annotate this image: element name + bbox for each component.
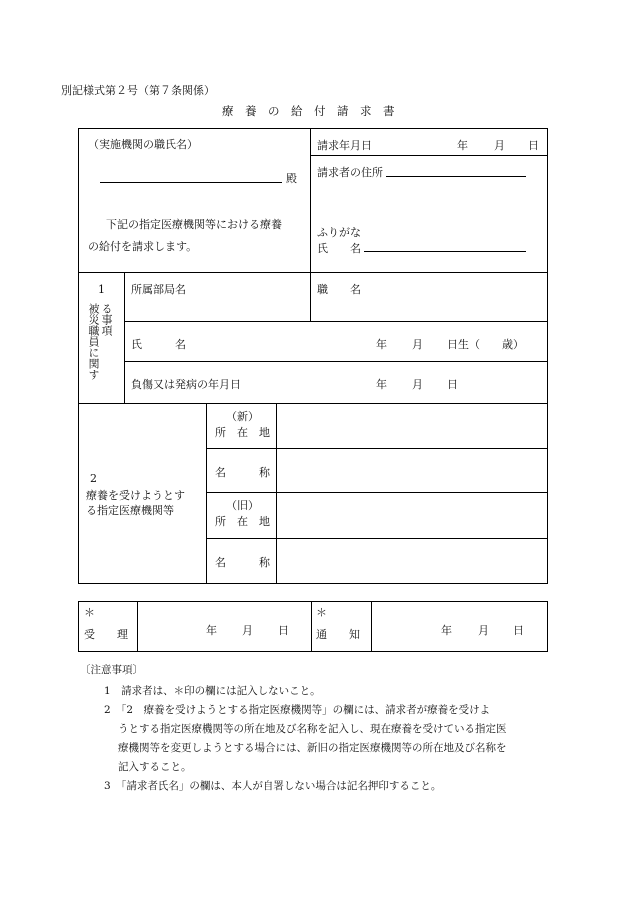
post-label: 職 名 <box>317 283 361 296</box>
section2-title-line2: る指定医療機関等 <box>86 504 174 517</box>
request-date-label: 請求年月日 <box>317 139 372 152</box>
injury-day[interactable]: 日 <box>447 378 458 391</box>
notify-year: 年 <box>441 624 452 637</box>
note-1: 1 請求者は、＊印の欄には記入しないこと。 <box>104 685 321 697</box>
section2-title-line1: 療養を受けようとす <box>86 489 185 502</box>
note-2-line1: 2 「2 療養を受けようとする指定医療機関等」の欄には、請求者が療養を受けよ <box>104 704 491 716</box>
receive-day: 日 <box>278 624 289 637</box>
employee-name-label: 氏 名 <box>131 338 186 351</box>
notify-day: 日 <box>513 624 524 637</box>
injury-label: 負傷又は発病の年月日 <box>131 378 241 391</box>
address-line[interactable] <box>386 176 526 177</box>
name-line[interactable] <box>364 251 526 252</box>
dept-label: 所属部局名 <box>131 283 186 296</box>
section2-number: 2 <box>90 472 97 485</box>
notify-label: 通 知 <box>316 628 360 641</box>
new-location-label: 所 在 地 <box>215 426 270 439</box>
section1-title-col1: 被災職員に関す <box>87 303 100 380</box>
receive-year: 年 <box>206 624 217 637</box>
institution-label: （実施機関の職氏名） <box>88 138 198 151</box>
injury-month[interactable]: 月 <box>412 378 423 391</box>
name-label: 氏 名 <box>317 242 361 255</box>
request-text-line2: の給付を請求します。 <box>88 240 198 253</box>
request-year[interactable]: 年 <box>457 139 468 152</box>
note-2-line4: 記入すること。 <box>118 761 192 773</box>
injury-year[interactable]: 年 <box>376 378 387 391</box>
old-location-label: 所 在 地 <box>215 515 270 528</box>
notify-month: 月 <box>478 624 489 637</box>
new-tag: （新） <box>226 410 259 423</box>
section1-title-col2: る事項 <box>100 303 113 336</box>
request-text-line1: 下記の指定医療機関等における療養 <box>106 218 282 231</box>
birth-year[interactable]: 年 <box>376 338 387 351</box>
old-name-label: 名 称 <box>215 556 270 569</box>
form-title: 療 養 の 給 付 請 求 書 <box>222 104 395 118</box>
receive-star: ＊ <box>84 606 95 619</box>
birth-suffix[interactable]: 日生（ 歳） <box>447 338 524 351</box>
note-2-line3: 療機関等を変更しようとする場合には、新旧の指定医療機関等の所在地及び名称を <box>118 742 507 754</box>
form-header: 別記様式第２号（第７条関係） <box>61 84 215 97</box>
note-3: 3 「請求者氏名」の欄は、本人が自署しない場合は記名押印すること。 <box>104 780 442 792</box>
address-label: 請求者の住所 <box>317 166 383 179</box>
section1-number: 1 <box>98 283 105 296</box>
furigana-label: ふりがな <box>317 226 361 239</box>
note-2-line2: うとする指定医療機関等の所在地及び名称を記入し、現在療養を受けている指定医 <box>118 723 507 735</box>
institution-name-line[interactable] <box>100 182 282 183</box>
request-day[interactable]: 日 <box>528 139 539 152</box>
receive-label: 受 理 <box>84 628 128 641</box>
new-name-label: 名 称 <box>215 466 270 479</box>
notify-star: ＊ <box>316 606 327 619</box>
birth-month[interactable]: 月 <box>412 338 423 351</box>
receive-month: 月 <box>242 624 253 637</box>
notes-heading: 〔注意事項〕 <box>80 664 143 676</box>
old-tag: （旧） <box>226 499 259 512</box>
dono-label: 殿 <box>286 172 297 185</box>
request-month[interactable]: 月 <box>494 139 505 152</box>
